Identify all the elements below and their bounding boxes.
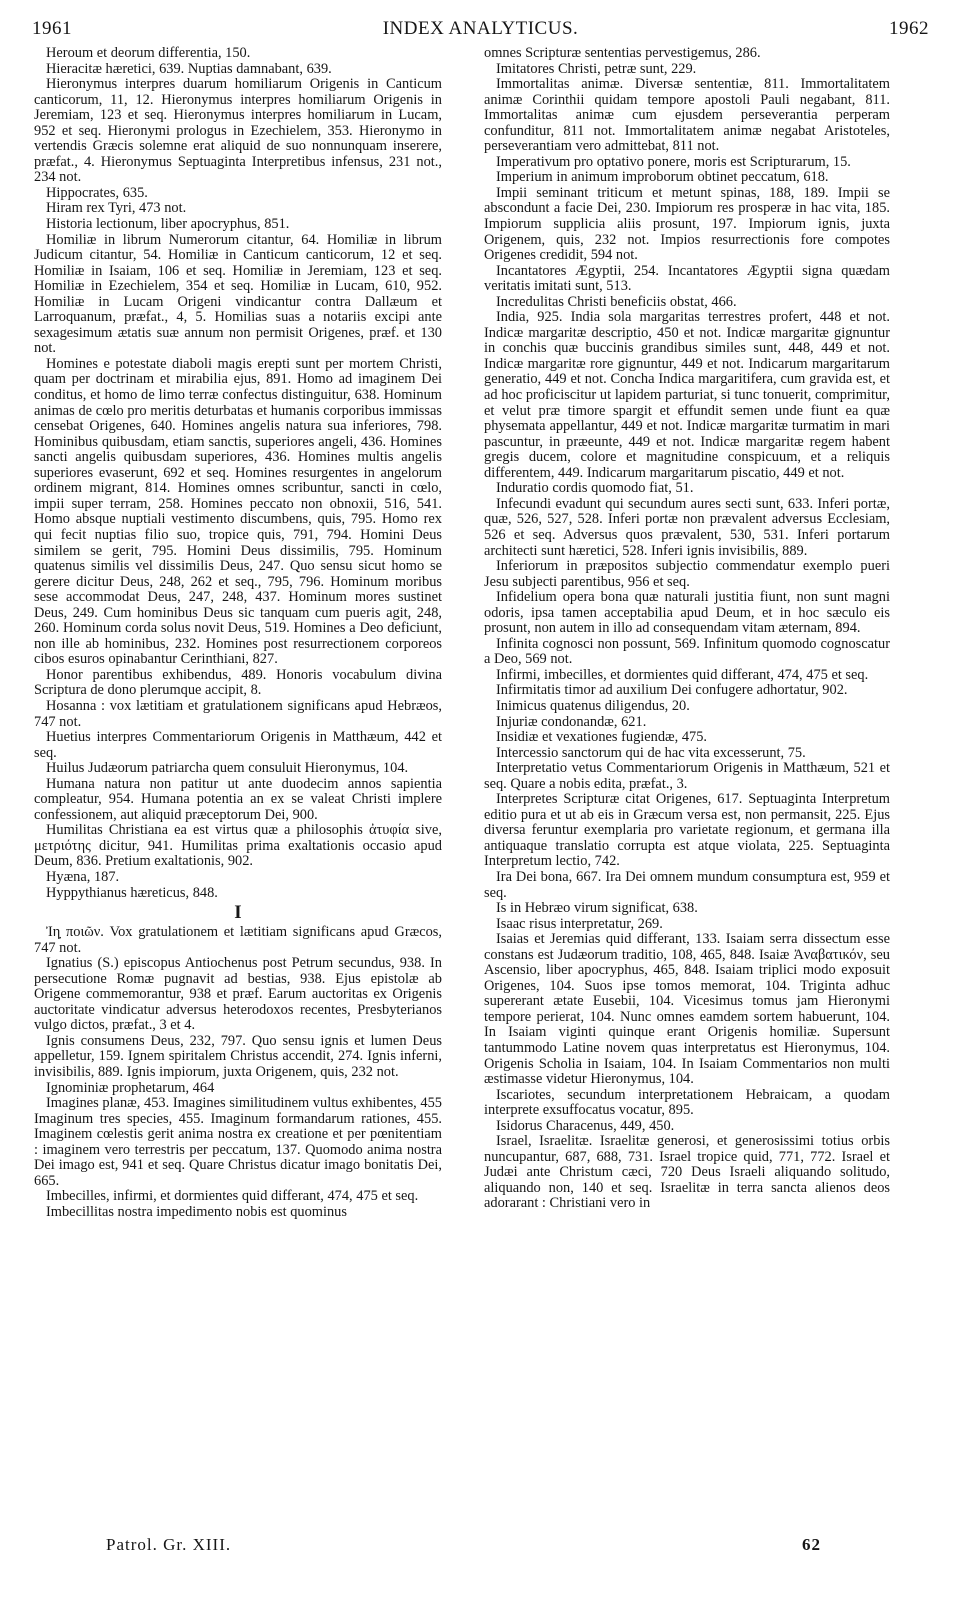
section-letter: I	[234, 902, 242, 924]
index-entry: Huilus Judæorum patriarcha quem consuluit Hieronymus, 104.	[46, 760, 409, 777]
index-entry: Interpretatio vetus Commentariorum Origenis in Matthæum, 521 et seq. Quare a nobis edita, præfat., 3.	[484, 760, 890, 792]
index-entry: omnes Scripturæ sententias pervestigemus, 286.	[484, 45, 761, 61]
index-entry: Infirmitatis timor ad auxilium Dei confugere adhortatur, 902.	[496, 682, 848, 699]
index-entry: Hieracitæ hæretici, 639. Nuptias damnabant, 639.	[46, 60, 332, 77]
index-entry: Humana natura non patitur ut ante duodecim annos sapientia compleatur, 954. Humana potentia an ex se valeat Christi implere confessionem, aut aliquid præceptorum Dei, 900.	[34, 775, 442, 823]
index-entry: Ἰη̣ ποιῶν. Vox gratulationem et lætitiam significans apud Græcos, 747 not.	[34, 924, 442, 956]
index-entry: Hosanna : vox lætitiam et gratulationem significans apud Hebræos, 747 not.	[34, 697, 442, 730]
index-entry: Homines e potestate diaboli magis erepti sunt per mortem Christi, quam per doctrinam et mirabilia ejus, 891. Homo ad imaginem Dei conditus, et homo de limo terræ confectus distinguitur, 638. Hominum animas de cœlo pro meritis deturbatas et humanis corporibus immissas censebat Origenes, 640. Homines angelis natura sua inferiores, 798. Hominibus quibusdam, etiam sanctis, superiores angeli, 436. Homines sancti angelis quibusdam superiores, 436. Homines multis angelis superiores evaserunt, 692 et seq. Homines resurgentes in angelorum ordinem migrant, 814. Homines omnes scribuntur, sancti in cœlo, impii super terram, 258. Homines peccato non obnoxii, 516, 541. Homo absque nuptiali vestimento discumbens, quis, 795. Homo rex qui fecit nuptias filio suo, tropice quis, 791, 794. Homini Deus similem se gerit, 795. Homini Deus dissimilis, 795. Hominum quatenus similis vel dissimilis Deus, 247. Quo sensu sicut homo se gerere dicitur Deus, 248, 262 et seq., 795, 796. Hominum moribus sese accommodat Deus, 247, 248, 437. Hominum mores sustinet Deus, 249. Cum hominibus Deus sic tanquam cum pueris agit, 248, 260. Hominum corda solus novit Deus, 519. Homines a Deo deficiunt, non ille ab hominibus, 232. Homines post resurrectionem corporeos cibos esuros opinabantur Cerinthiani, 827.	[34, 355, 442, 668]
index-entry: Incredulitas Christi beneficiis obstat, 466.	[496, 293, 737, 310]
index-entry: Infinita cognosci non possunt, 569. Infinitum quomodo cognoscatur a Deo, 569 not.	[484, 635, 890, 668]
series-footer: Patrol. Gr. XIII.	[106, 1535, 232, 1554]
index-entry: Hyppythianus hæreticus, 848.	[46, 884, 218, 901]
index-entry: Infidelium opera bona quæ naturali justitia fiunt, non sunt magni odoris, ipsa tamen acceptabilia apud Deum, et in hoc sæculo eis prosunt, non autem in illo ad consequendam vitam æternam, 894.	[484, 589, 890, 637]
index-entry: Honor parentibus exhibendus, 489. Honoris vocabulum divina Scriptura de dono plerumque accipit, 8.	[34, 666, 442, 699]
page-title: INDEX ANALYTICUS.	[382, 18, 579, 39]
index-entry: Imitatores Christi, petræ sunt, 229.	[496, 60, 697, 77]
index-entry: Isidorus Characenus, 449, 450.	[496, 1117, 675, 1134]
index-entry: Hieronymus interpres duarum homiliarum Origenis in Canticum canticorum, 11, 12. Hieronymus interpres homiliarum Origenis in Jeremiam, 123 et seq. Hieronymus interpres homiliarum in Lucam, 952 et seq. Hieronymi prologus in Ezechielem, 353. Hieronymo in vertendis Græcis solemne erat aliquid de suo nonnunquam inserere, præfat., 4. Hieronymus Septuaginta Interpretibus infensus, 231 not., 234 not.	[34, 76, 442, 186]
index-entry: Incantatores Ægyptii, 254. Incantatores Ægyptii signa quædam veritatis imitati sunt, 513.	[484, 262, 890, 295]
index-entry: Hiram rex Tyri, 473 not.	[46, 200, 187, 217]
index-entry: Ira Dei bona, 667. Ira Dei omnem mundum consumptura est, 959 et seq.	[484, 868, 890, 901]
index-entry: Ignis consumens Deus, 232, 797. Quo sensu ignis et lumen Deus appelletur, 159. Ignem spiritalem Christus accendit, 274. Ignis inferni, invisibilis, 889. Ignis impiorum, juxta Origenem, quis, 232 not.	[34, 1032, 442, 1080]
running-header	[28, 18, 933, 44]
index-entry: Intercessio sanctorum qui de hac vita excesserunt, 75.	[496, 744, 806, 761]
index-entry: Infirmi, imbecilles, et dormientes quid differant, 474, 475 et seq.	[496, 666, 869, 683]
index-entry: Interpretes Scripturæ citat Origenes, 617. Septuaginta Interpretum editio pura et ut ab eis in Græcum versa est, non permansit, 225. Ejus diversa feruntur exemplaria pro varietate regionum, et germana illa antiquaque translatio corrupta est atque violata, 225. Septuaginta Interpretum lectio, 742.	[484, 791, 890, 870]
index-entry: Ignatius (S.) episcopus Antiochenus post Petrum secundus, 938. In persecutione Romæ pugnavit ad bestias, 938. Ejus epistolæ ab Origene commemorantur, 938 et præf. Earum auctoritas ex Origenis auctoritate vindicatur adversus heterodoxos recentes, Presbyterianos vulgo dictos, præfat., 3 et 4.	[34, 955, 442, 1034]
index-entry: Isaias et Jeremias quid differant, 133. Isaiam serra dissectum esse constans est Judæorum traditio, 108, 465, 848. Isaiæ Ἀναβατικόν, seu Ascensio, liber apocryphus, 465, 848. Isaiam triplici modo exposuit Origenes, 104. Suos ipse tomos memorat, 104. Triginta adhuc supererant ætate Eusebii, 104. Vicesimus tomus jam Hieronymi tempore perierat, 104. Nunc omnes eamdem sortem habuerunt, 104. In Isaiam viginti quinque erant Origenis homiliæ. Supersunt tantummodo Latine novem quas interpretatus est Hieronymus, 104. Origenis Scholia in Isaiam, 104. In Isaiam Commentarios non multi æstimasse videtur Hieronymus, 104.	[484, 931, 890, 1088]
index-entry: Iscariotes, secundum interpretationem Hebraicam, a quodam interprete exsuffocatus vocatur, 895.	[484, 1086, 890, 1119]
index-entry: India, 925. India sola margaritas terrestres profert, 448 et not. Indicæ margaritæ descriptio, 450 et not. Indicæ margaritæ gignuntur in conchis quæ buccinis grandibus similes sunt, 448, 449 et not. Indicæ margaritæ rore gignuntur, 449 et not. Indicarum margaritarum generatio, 449 et not. Concha Indica margaritifera, cum gravida est, et ad hoc proficiscitur ut lapidem parturiat, si tunc tonuerit, comprimitur, et velut præ timore spargit et effundit semen unde fiunt ea quæ physemata appellantur, 449 et not. Indicæ margaritæ turmatim in mari pascuntur, in præeunte, 449 et not. Indicæ margaritæ regem habent gregis ducem, colore et magnitudine conspicuum, et a reliquis differentem, 449. Indicarum margaritarum piscatio, 449 et not.	[484, 309, 890, 481]
index-entry: Imbecillitas nostra impedimento nobis est quominus	[46, 1203, 347, 1220]
index-entry: Imperium in animum improborum obtinet peccatum, 618.	[496, 169, 829, 186]
left-column	[34, 46, 442, 1220]
index-entry: Humilitas Christiana ea est virtus quæ a philosophis ἀτυφία sive, μετριότης dicitur, 941. Humilitas prima exaltationis occasio apud Deum, 836. Pretium exaltationis, 902.	[34, 822, 442, 870]
index-entry: Homiliæ in librum Numerorum citantur, 64. Homiliæ in librum Judicum citantur, 54. Homiliæ in Canticum canticorum, 12 et seq. Homiliæ in Isaiam, 106 et seq. Homiliæ in Jeremiam, 123 et seq. Homiliæ in Ezechielem, 354 et seq. Homiliæ in Lucam, 610, 952. Homiliæ in Lucam Origeni vindicantur contra Dallæum et Larroquanum, præfat., 4, 5. Homilias suas a notariis excipi ante sexagesimum ætatis suæ annum non permisit Origenes, præf. et 130 not.	[34, 231, 442, 357]
index-entry: Induratio cordis quomodo fiat, 51.	[496, 480, 694, 497]
index-entry: Heroum et deorum differentia, 150.	[46, 45, 251, 61]
page-number-right: 1962	[889, 18, 929, 39]
index-entry: Huetius interpres Commentariorum Origenis in Matthæum, 442 et seq.	[34, 729, 442, 761]
index-entry: Isaac risus interpretatur, 269.	[496, 915, 663, 932]
index-entry: Israel, Israelitæ. Israelitæ generosi, et generosissimi totius orbis nuncupantur, 687, 688, 731. Israel tropice quid, 771, 772. Israel et Judæi ante Christum cæci, 720 Deus Israeli aliquando solitudo, aliquando non, 140 et seq. Israelitæ in terra sancta alienos deos adorarant : Christiani vero in	[484, 1133, 890, 1212]
index-entry: Imbecilles, infirmi, et dormientes quid differant, 474, 475 et seq.	[46, 1188, 419, 1205]
right-column	[484, 46, 890, 1212]
index-entry: Inferiorum in præpositos subjectio commendatur exemplo pueri Jesu subjecti parentibus, 956 et seq.	[484, 558, 890, 590]
index-entry: Inimicus quatenus diligendus, 20.	[496, 697, 690, 714]
index-entry: Impii seminant triticum et metunt spinas, 188, 189. Impii se abscondunt a facie Dei, 230. Impiorum res prosperæ in hac vita, 185. Impiorum supplicia aliis prosunt, 197. Impiorum ignis, juxta Origenem, quis, 232 not. Impios resurrectionis fore compotes Origenes credidit, 594 not.	[484, 184, 890, 264]
index-entry: Hyæna, 187.	[46, 868, 120, 885]
index-entry: Immortalitas animæ. Diversæ sententiæ, 811. Immortalitatem animæ Corinthii quidam tempore apostoli Pauli negabant, 811. Immortalitas animæ cum ejusdem perseverantia perperam confunditur, 811 not. Immortalitatem animæ negabat Aristoteles, perseverantiam vero admittebat, 811 not.	[484, 76, 890, 155]
index-entry: Historia lectionum, liber apocryphus, 851.	[46, 216, 290, 233]
index-entry: Hippocrates, 635.	[46, 184, 148, 201]
signature-number: 62	[802, 1535, 821, 1554]
index-entry: Insidiæ et vexationes fugiendæ, 475.	[496, 729, 708, 746]
index-entry: Ignominiæ prophetarum, 464	[46, 1079, 215, 1096]
index-entry: Imagines planæ, 453. Imagines similitudinem vultus exhibentes, 455 Imaginum tres species, 455. Imaginum formandarum rationes, 455. Imaginem cœlestis gerit anima nostra ex creatione et per pœnitentiam : imaginem vero terrestris per peccatum, 137. Quomodo anima nostra Dei imago est, 941 et seq. Quare Christus dicatur imago bonitatis Dei, 665.	[34, 1095, 442, 1189]
index-entry: Injuriæ condonandæ, 621.	[496, 713, 647, 730]
page-number-left: 1961	[32, 18, 72, 39]
index-entry: Imperativum pro optativo ponere, moris est Scripturarum, 15.	[496, 153, 851, 170]
index-entry: Is in Hebræo virum significat, 638.	[496, 900, 698, 917]
index-entry: Infecundi evadunt qui secundum aures secti sunt, 633. Inferi portæ, quæ, 526, 527, 528. Inferi portæ non prævalent adversus Ecclesiam, 526 et seq. Adversus quos prævalent, 530, 531. Inferi portarum architecti sunt hæretici, 528. Inferi ignis invisibilis, 889.	[484, 495, 890, 559]
